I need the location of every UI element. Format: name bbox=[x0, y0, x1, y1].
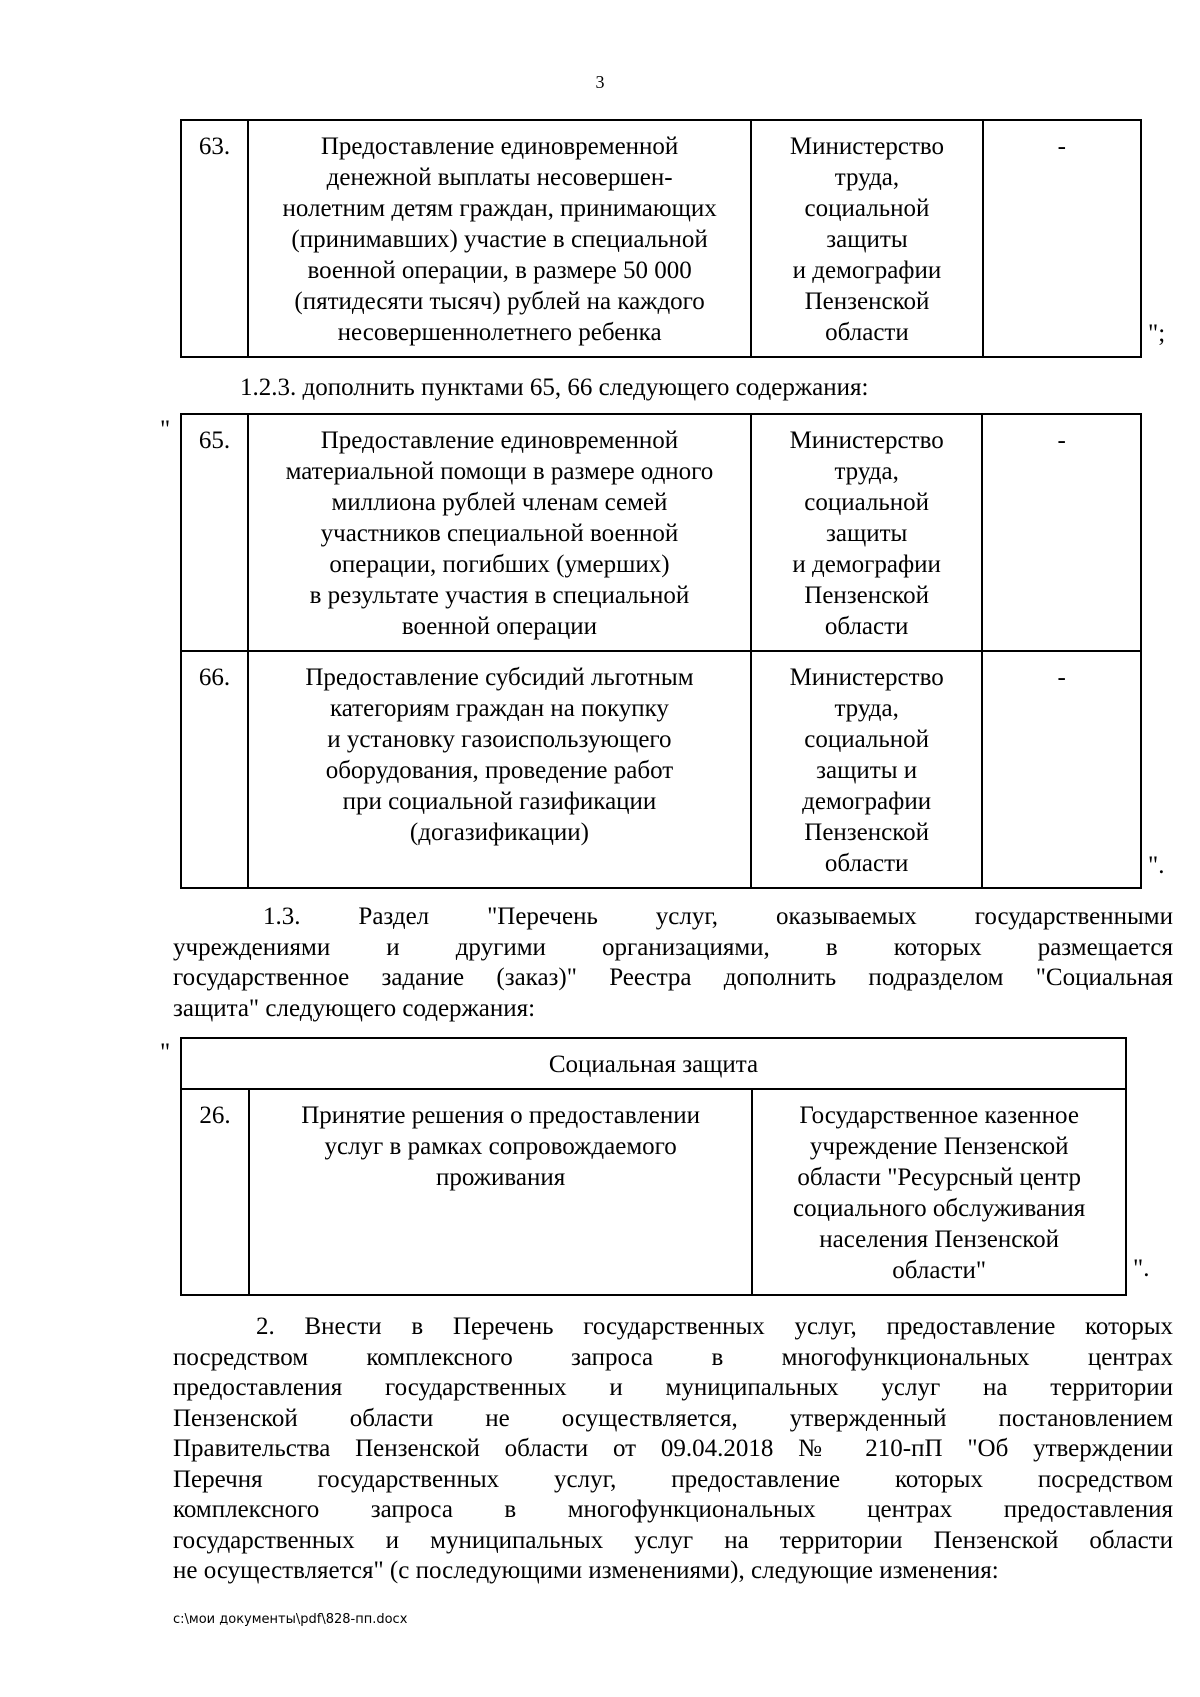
table-row bbox=[181, 414, 1141, 651]
text-line: военной операции, в размере 50 000 bbox=[307, 257, 692, 284]
text-line: социального обслуживания bbox=[793, 1195, 1086, 1222]
subsection-title: Социальная защита bbox=[181, 1038, 1126, 1089]
text-line: Предоставление субсидий льготным bbox=[305, 664, 694, 691]
text-line: государственное задание (заказ)" Реестра дополнить подразделом "Социальная bbox=[173, 964, 1173, 991]
text-line: (догазификации) bbox=[409, 819, 589, 846]
table-row bbox=[181, 651, 1141, 888]
text-line: области" bbox=[892, 1257, 987, 1284]
table-row bbox=[181, 120, 1141, 357]
service-name bbox=[248, 120, 751, 357]
text-line: труда, bbox=[834, 458, 899, 485]
institution-name bbox=[752, 1089, 1126, 1295]
registry-table-item-63 bbox=[180, 119, 1142, 358]
text-line: Пензенской bbox=[804, 582, 930, 609]
text-line: денежной выплаты несовершен- bbox=[326, 164, 673, 191]
text-line: категориям граждан на покупку bbox=[329, 695, 669, 722]
item-number: 63. bbox=[181, 120, 248, 357]
text-line: 2. Внести в Перечень государственных услуг, предоставление которых bbox=[256, 1313, 1173, 1340]
closing-quote: ". bbox=[1133, 1255, 1150, 1282]
text-line: Предоставление единовременной bbox=[320, 427, 679, 454]
text-line: в результате участия в специальной bbox=[309, 582, 690, 609]
text-line: Пензенской области не осуществляется, утвержденный постановлением bbox=[173, 1404, 1173, 1432]
text-line: области bbox=[824, 850, 909, 877]
text-line: 1.3. Раздел "Перечень услуг, оказываемых государственными bbox=[263, 903, 1173, 930]
registry-table-social-protection bbox=[180, 1037, 1127, 1296]
text-line: (принимавших) участие в специальной bbox=[291, 226, 708, 253]
extra-column: - bbox=[982, 414, 1141, 651]
text-line: Министерство bbox=[789, 133, 945, 160]
text-line: защиты и bbox=[816, 757, 918, 784]
closing-quote: "; bbox=[1148, 320, 1166, 347]
text-line: труда, bbox=[834, 164, 900, 191]
text-line: социальной bbox=[804, 489, 930, 516]
item-number: 65. bbox=[181, 414, 248, 651]
text-line: Правительства Пензенской области от 09.04.2018 № 210-пП "Об утверждении bbox=[173, 1435, 1173, 1462]
text-line: Пензенской bbox=[804, 288, 930, 315]
text-line: и демографии bbox=[792, 257, 942, 284]
text-line: участников специальной военной bbox=[320, 520, 679, 547]
extra-column: - bbox=[982, 651, 1141, 888]
text-line: защиты bbox=[825, 520, 908, 547]
text-line: социальной bbox=[804, 195, 930, 222]
text-line: миллиона рублей членам семей bbox=[331, 489, 668, 516]
text-line: несовершеннолетнего ребенка bbox=[337, 319, 662, 346]
text-line: услуг в рамках сопровождаемого bbox=[324, 1133, 677, 1160]
section-2-paragraph bbox=[173, 1312, 1173, 1587]
text-line: Государственное казенное bbox=[799, 1102, 1079, 1129]
page-number: 3 bbox=[595, 72, 605, 92]
text-line: предоставления государственных и муниципальных услуг на территории bbox=[173, 1374, 1173, 1401]
section-1-3-paragraph bbox=[173, 902, 1173, 1024]
text-line: Принятие решения о предоставлении bbox=[301, 1102, 701, 1129]
text-line: учреждениями и другими организациями, в которых размещается bbox=[173, 933, 1173, 961]
extra-column: - bbox=[983, 120, 1141, 357]
text-line: области "Ресурсный центр bbox=[797, 1164, 1081, 1191]
file-path-footer: c:\мои документы\pdf\828-пп.docx bbox=[173, 1612, 408, 1627]
opening-quote: " bbox=[160, 1039, 171, 1066]
text-line: проживания bbox=[436, 1164, 566, 1191]
subsection-heading: 1.2.3. дополнить пунктами 65, 66 следующего содержания: bbox=[240, 374, 869, 401]
opening-quote: " bbox=[160, 416, 171, 443]
agency-name bbox=[751, 414, 982, 651]
closing-quote: ". bbox=[1148, 852, 1165, 879]
text-line: Министерство bbox=[789, 427, 944, 454]
text-line: области bbox=[825, 319, 909, 346]
text-line: демографии bbox=[802, 788, 932, 815]
text-line: труда, bbox=[834, 695, 899, 722]
text-line: посредством комплексного запроса в многофункциональных центрах bbox=[173, 1343, 1173, 1371]
text-line: защиты bbox=[826, 226, 908, 253]
text-line: учреждение Пензенской bbox=[809, 1133, 1069, 1160]
text-line: комплексного запроса в многофункциональных центрах предоставления bbox=[173, 1496, 1173, 1523]
text-line: и установку газоиспользующего bbox=[327, 726, 672, 753]
text-line: Пензенской bbox=[804, 819, 930, 846]
text-line: населения Пензенской bbox=[819, 1226, 1060, 1253]
item-number: 66. bbox=[181, 651, 248, 888]
text-line: военной операции bbox=[401, 613, 597, 640]
text-line: при социальной газификации bbox=[342, 788, 657, 815]
text-line: нолетним детям граждан, принимающих bbox=[282, 195, 717, 222]
text-line: области bbox=[824, 613, 909, 640]
text-line: Предоставление единовременной bbox=[320, 133, 679, 160]
table-row bbox=[181, 1089, 1126, 1295]
text-line: материальной помощи в размере одного bbox=[285, 458, 714, 485]
text-line: (пятидесяти тысяч) рублей на каждого bbox=[294, 288, 705, 315]
registry-table-items-65-66 bbox=[180, 413, 1142, 889]
text-line: Перечня государственных услуг, предоставление которых посредством bbox=[173, 1465, 1173, 1493]
text-line: оборудования, проведение работ bbox=[325, 757, 674, 784]
text-line: не осуществляется" (с последующими изменениями), следующие изменения: bbox=[173, 1557, 999, 1584]
text-line: операции, погибших (умерших) bbox=[329, 551, 670, 578]
table-header-row bbox=[181, 1038, 1126, 1089]
service-name bbox=[249, 1089, 752, 1295]
text-line: социальной bbox=[804, 726, 930, 753]
agency-name bbox=[751, 120, 982, 357]
text-line: Министерство bbox=[789, 664, 944, 691]
service-name bbox=[248, 651, 751, 888]
item-number: 26. bbox=[181, 1089, 249, 1295]
text-line: защита" следующего содержания: bbox=[173, 994, 536, 1022]
text-line: государственных и муниципальных услуг на территории Пензенской области bbox=[173, 1526, 1173, 1554]
service-name bbox=[248, 414, 751, 651]
text-line: и демографии bbox=[792, 551, 941, 578]
agency-name bbox=[751, 651, 982, 888]
